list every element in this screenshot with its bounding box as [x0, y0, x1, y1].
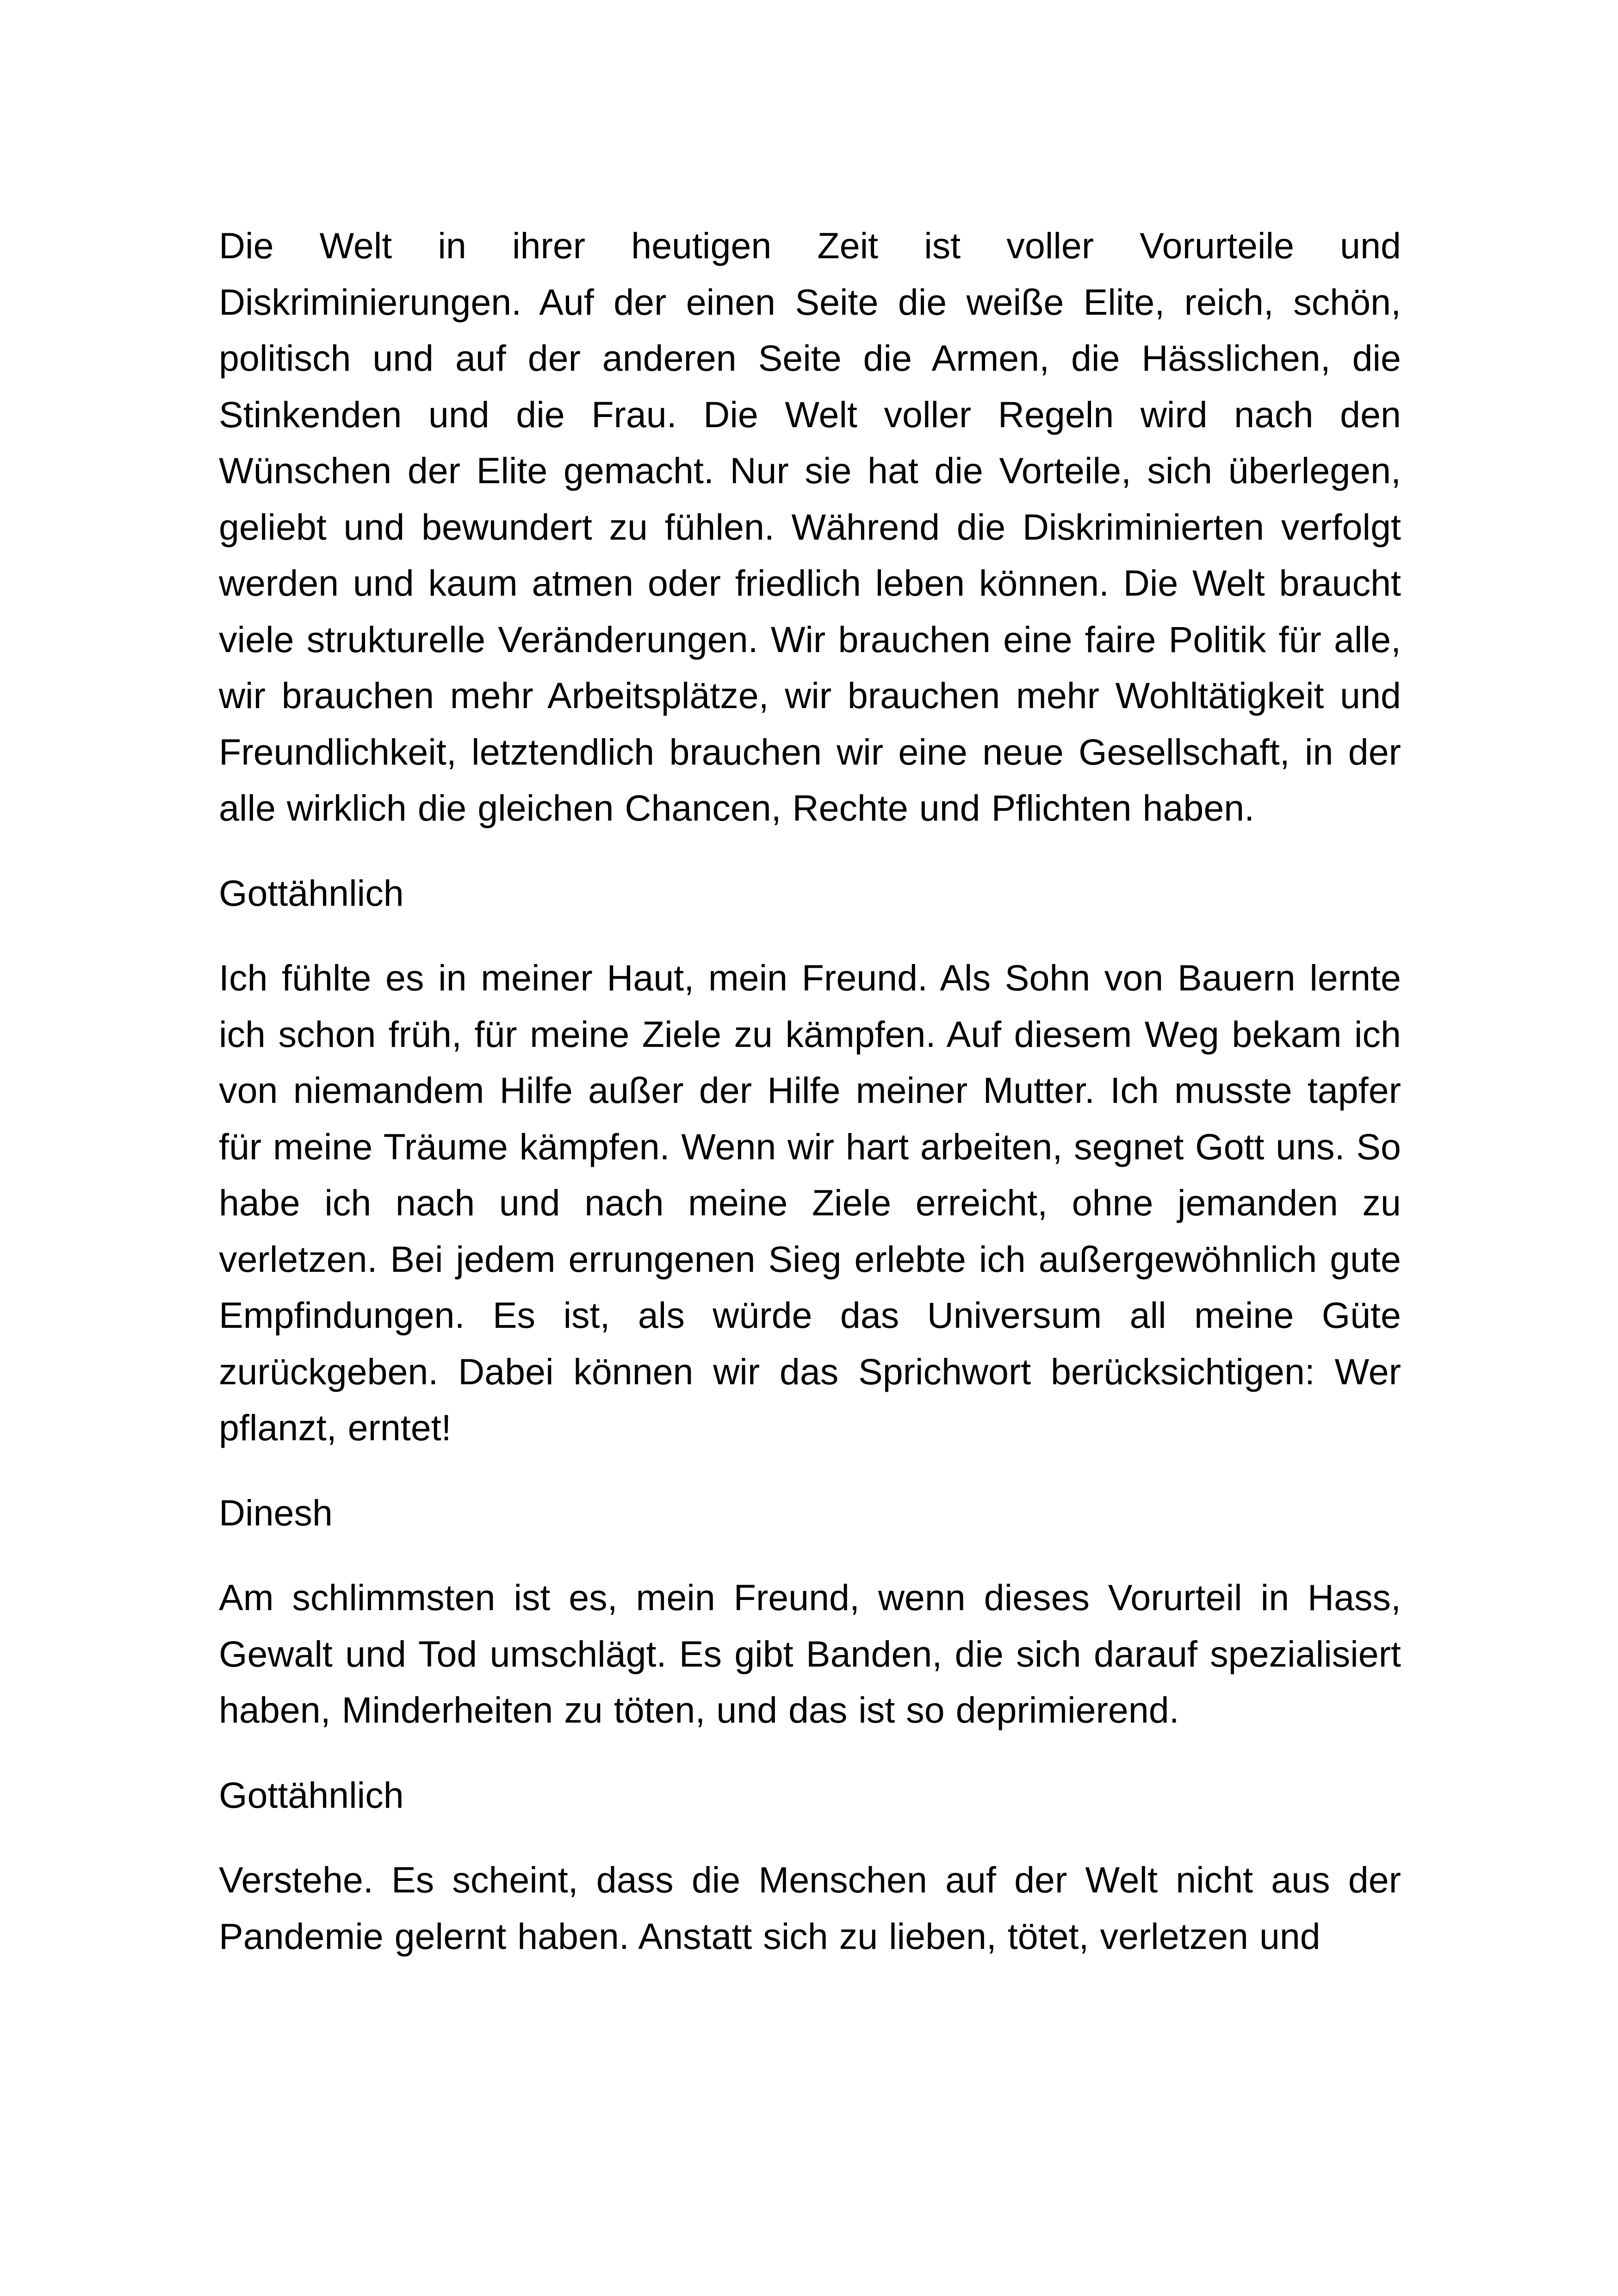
- paragraph-gottaehnlich-reply: Ich fühlte es in meiner Haut, mein Freund. Als Sohn von Bauern lernte ich schon früh, für meine Ziele zu kämpfen. Auf diesem Weg bekam ich von niemandem Hilfe außer der Hilfe meiner Mutter. Ich musste tapfer für meine Träume kämpfen. Wenn wir hart arbeiten, segnet Gott uns. So habe ich nach und nach meine Ziele erreicht, ohne jemanden zu verletzen. Bei jedem errungenen Sieg erlebte ich außergewöhnlich gute Empfindungen. Es ist, als würde das Universum all meine Güte zurückgeben. Dabei können wir das Sprichwort berücksichtigen: Wer pflanzt, erntet!: [219, 957, 1401, 1448]
- paragraph-intro: Die Welt in ihrer heutigen Zeit ist voller Vorurteile und Diskriminierungen. Auf der einen Seite die weiße Elite, reich, schön, politisch und auf der anderen Seite die Armen, die Hässlichen, die Stinkenden und die Frau. Die Welt voller Regeln wird nach den Wünschen der Elite gemacht. Nur sie hat die Vorteile, sich überlegen, geliebt und bewundert zu fühlen. Während die Diskriminierten verfolgt werden und kaum atmen oder friedlich leben können. Die Welt braucht viele strukturelle Veränderungen. Wir brauchen eine faire Politik für alle, wir brauchen mehr Arbeitsplätze, wir brauchen mehr Wohltätigkeit und Freundlichkeit, letztendlich brauchen wir eine neue Gesellschaft, in der alle wirklich die gleichen Chancen, Rechte und Pflichten haben.: [219, 225, 1401, 828]
- speaker-label-gottaehnlich-2: Gottähnlich: [219, 1774, 404, 1816]
- paragraph-dinesh-reply: Am schlimmsten ist es, mein Freund, wenn dieses Vorurteil in Hass, Gewalt und Tod umschlägt. Es gibt Banden, die sich darauf spezialisiert haben, Minderheiten zu töten, und das ist so deprimierend.: [219, 1577, 1401, 1730]
- speaker-label-gottaehnlich: Gottähnlich: [219, 872, 404, 914]
- paragraph-gottaehnlich-reply-2: Verstehe. Es scheint, dass die Menschen auf der Welt nicht aus der Pandemie gelernt haben. Anstatt sich zu lieben, tötet, verletzen und: [219, 1859, 1401, 1957]
- speaker-label-dinesh: Dinesh: [219, 1492, 333, 1533]
- document-body: [219, 218, 1401, 1964]
